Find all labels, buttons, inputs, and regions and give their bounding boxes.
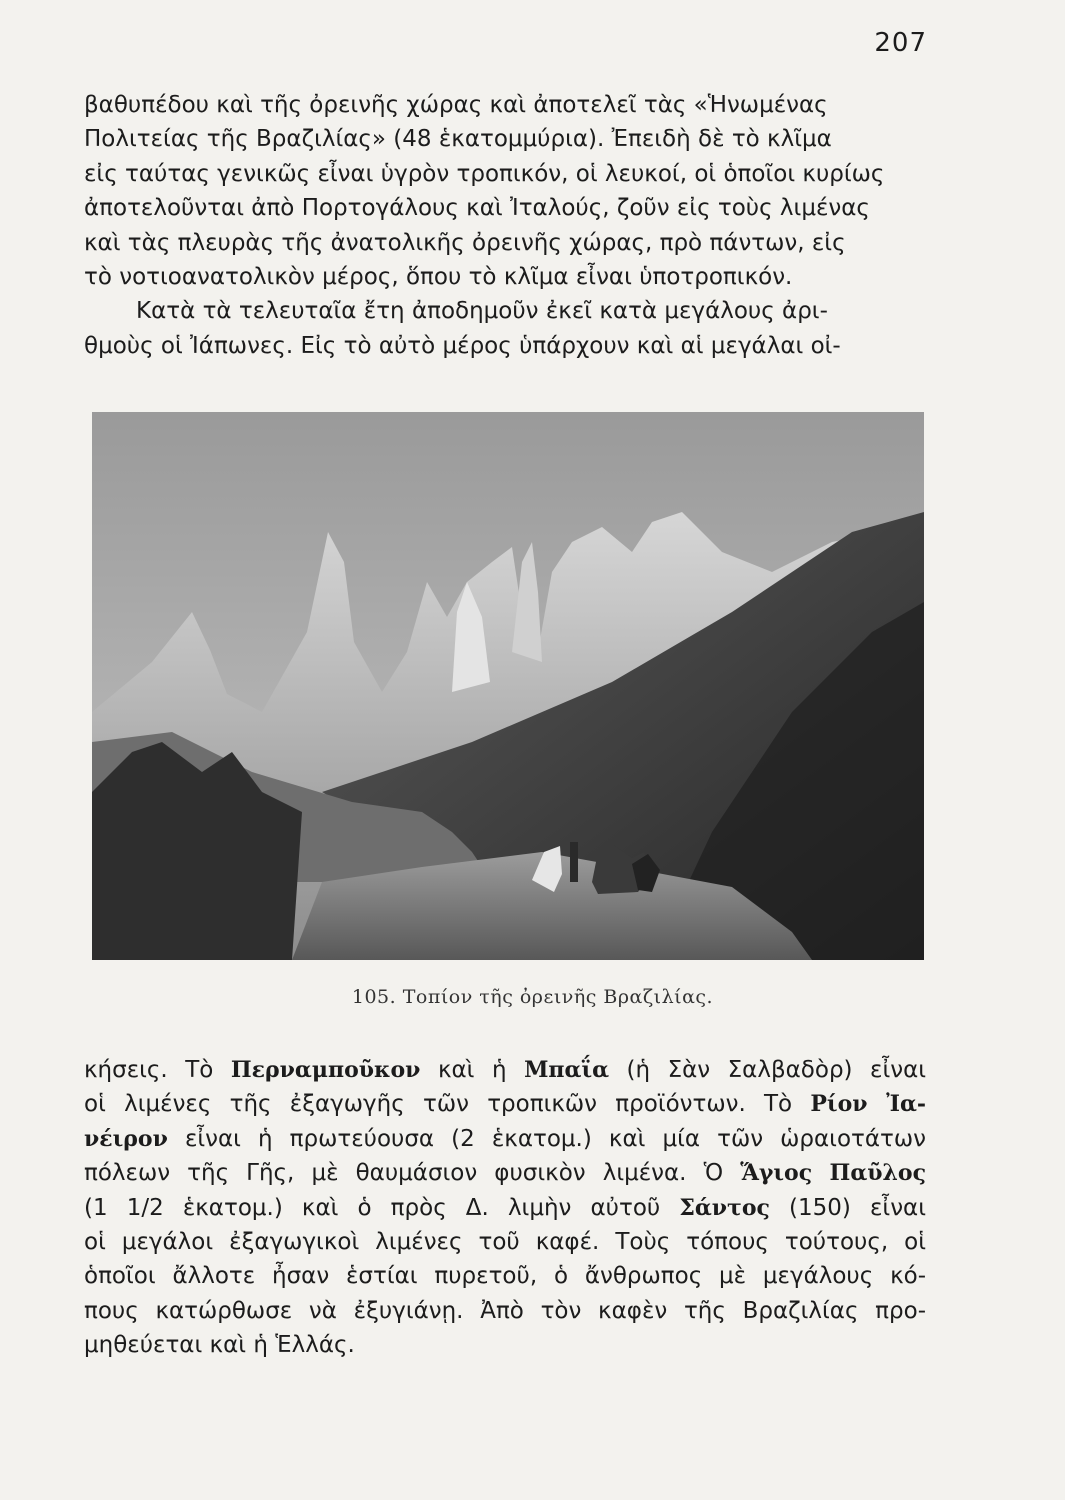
- page-number: 207: [874, 28, 927, 58]
- text-line: μηθεύεται καὶ ἡ Ἑλλάς.: [84, 1332, 355, 1359]
- text-line: τὸ νοτιοανατολικὸν μέρος, ὅπου τὸ κλῖμα εἶναι ὑποτροπικόν.: [84, 264, 793, 291]
- text-line: καὶ τὰς πλευρὰς τῆς ἀνατολικῆς ὀρεινῆς χώρας, πρὸ πάντων, εἰς: [84, 229, 846, 256]
- text-line: (1 1/2 ἑκατομ.) καὶ ὁ πρὸς Δ. λιμὴν αὐτοῦ Σάντος (150) εἶναι: [84, 1194, 927, 1221]
- text-line: οἱ λιμένες τῆς ἐξαγωγῆς τῶν τροπικῶν προϊόντων. Τὸ Ρίον Ἰα-: [84, 1091, 927, 1118]
- mountain-landscape-photo: [92, 412, 924, 960]
- text-line: εἰς ταύτας γενικῶς εἶναι ὑγρὸν τροπικόν, οἱ λευκοί, οἱ ὁποῖοι κυρίως: [84, 160, 885, 187]
- text-line: ἀποτελοῦνται ἀπὸ Πορτογάλους καὶ Ἰταλούς, ζοῦν εἰς τοὺς λιμένας: [84, 195, 870, 222]
- text-line: ὁποῖοι ἄλλοτε ἦσαν ἑστίαι πυρετοῦ, ὁ ἄνθρωπος μὲ μεγάλους κό-: [84, 1263, 926, 1290]
- text-line: πους κατώρθωσε νὰ ἐξυγιάνῃ. Ἀπὸ τὸν καφὲν τῆς Βραζιλίας προ-: [84, 1297, 926, 1324]
- place-name: Μπαΐα: [524, 1057, 610, 1083]
- text-line: κήσεις. Τὸ Περναμποῦκον καὶ ἡ Μπαΐα (ἡ Σὰν Σαλβαδὸρ) εἶναι: [84, 1057, 927, 1083]
- place-name: Σάντος: [679, 1194, 770, 1221]
- text-line: Πολιτείας τῆς Βραζιλίας» (48 ἑκατομμύρια). Ἐπειδὴ δὲ τὸ κλῖμα: [84, 126, 832, 153]
- place-name: Ἅγιος Παῦλος: [740, 1160, 927, 1187]
- text-line: θμοὺς οἱ Ἰάπωνες. Εἰς τὸ αὐτὸ μέρος ὑπάρχουν καὶ αἱ μεγάλαι οἰ-: [84, 332, 841, 359]
- text-line: οἱ μεγάλοι ἐξαγωγικοὶ λιμένες τοῦ καφέ. Τοὺς τόπους τούτους, οἱ: [84, 1229, 926, 1256]
- top-paragraph: [84, 88, 926, 363]
- place-name: Ρίον Ἰα-: [810, 1091, 927, 1118]
- place-name: Περναμποῦκον: [230, 1057, 421, 1083]
- text-line: νέιρον εἶναι ἡ πρωτεύουσα (2 ἑκατομ.) καὶ μία τῶν ὡραιοτάτων: [84, 1125, 926, 1152]
- bottom-paragraph: [84, 1053, 926, 1363]
- text-line: Κατὰ τὰ τελευταῖα ἔτη ἀποδημοῦν ἐκεῖ κατὰ μεγάλους ἀρι-: [136, 298, 828, 325]
- text-line: βαθυπέδου καὶ τῆς ὀρεινῆς χώρας καὶ ἀποτελεῖ τὰς «Ἡνωμένας: [84, 92, 828, 118]
- text-line: πόλεων τῆς Γῆς, μὲ θαυμάσιον φυσικὸν λιμένα. Ὁ Ἅγιος Παῦλος: [84, 1160, 927, 1187]
- figure-caption: 105. Τοπίον τῆς ὀρεινῆς Βραζιλίας.: [351, 986, 714, 1008]
- place-name: νέιρον: [84, 1125, 168, 1152]
